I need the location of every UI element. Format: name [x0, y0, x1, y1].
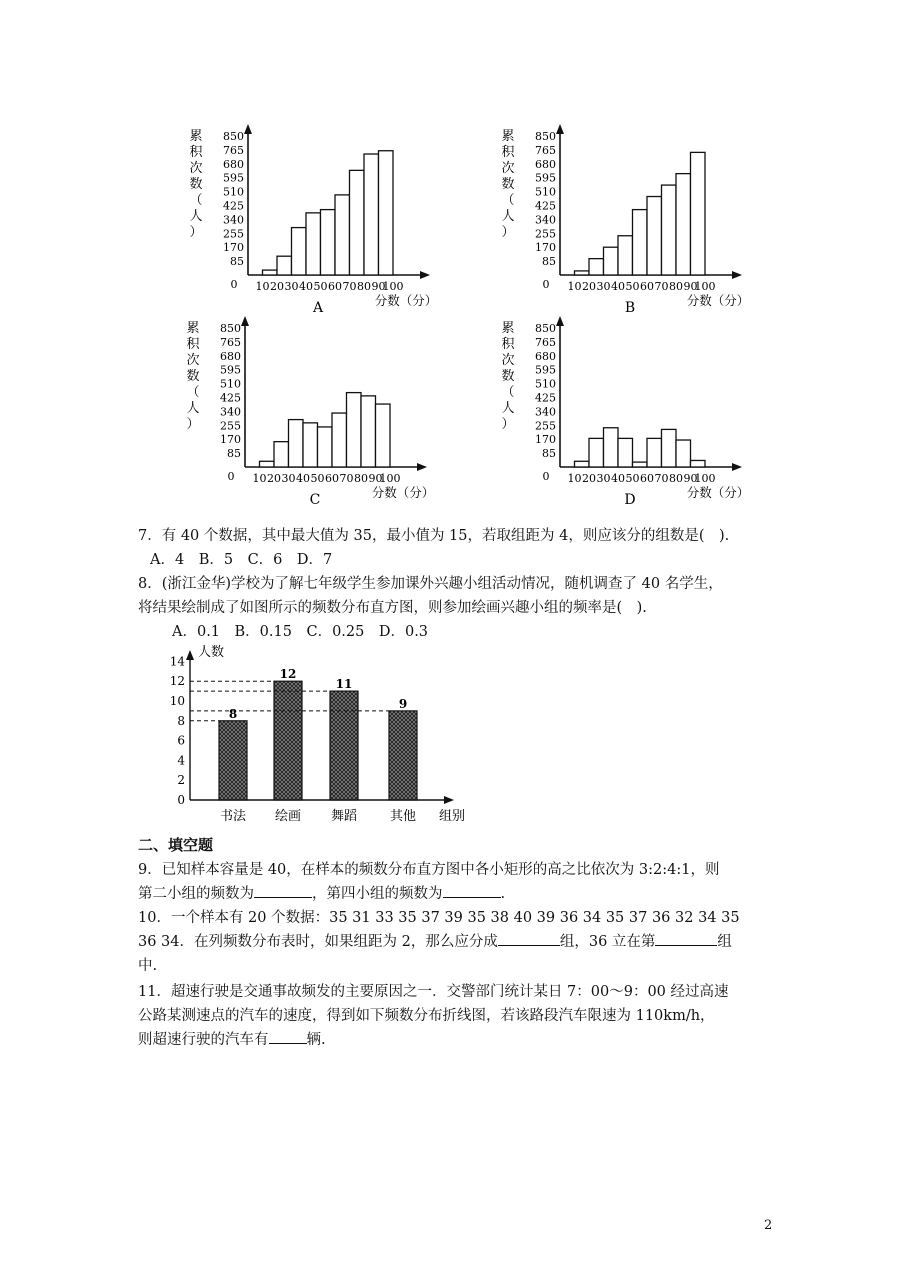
y-tick-label: 340: [535, 213, 556, 227]
x-tick-label: 90: [683, 280, 698, 293]
histogram-bar: [274, 442, 289, 467]
x-tick-label: 20: [270, 280, 284, 293]
bar: [330, 691, 358, 800]
y-tick-label: 425: [223, 199, 244, 213]
y-tick-label: 6: [177, 733, 185, 748]
y-axis-label-char: 数: [189, 177, 203, 192]
y-axis-label-char: （: [501, 385, 515, 400]
x-tick-label: 10: [567, 280, 582, 293]
y-tick-label: 170: [223, 241, 244, 255]
y-tick-label: 680: [223, 157, 244, 171]
q9-blank-2[interactable]: [443, 883, 501, 898]
y-tick-label: 850: [535, 130, 556, 144]
y-tick-label: 255: [223, 227, 244, 241]
histogram-bar: [691, 460, 706, 467]
x-tick-label: 50: [625, 472, 640, 485]
x-tick-label: 20: [267, 472, 281, 485]
histogram-bar: [364, 154, 379, 275]
y-tick-label: 595: [535, 171, 556, 185]
question-7: [138, 524, 778, 644]
histogram-bar: [647, 438, 662, 467]
y-axis-label-char: （: [189, 193, 203, 208]
q8-options: A．0.1 B．0.15 C．0.25 D．0.3: [172, 624, 429, 640]
y-tick-label: 425: [535, 391, 556, 405]
x-axis-arrow: [420, 271, 430, 279]
y-axis-label-char: （: [186, 385, 200, 400]
y-tick-label: 765: [220, 335, 241, 349]
x-axis-label: 分数（分）: [371, 485, 435, 500]
x-tick-label: 100: [379, 472, 401, 485]
y-axis-label-char: ）: [186, 417, 200, 432]
y-axis-label-char: 人: [186, 401, 200, 416]
y-tick-label: 680: [535, 157, 556, 171]
y-axis-label-char: 累: [189, 129, 203, 144]
chart-caption: A: [312, 300, 324, 316]
y-axis-label-char: 累: [501, 321, 515, 336]
q9-line1: 9．已知样本容量是 40，在样本的频数分布直方图中各小矩形的高之比依次为 3:2:4:1，则: [138, 862, 720, 878]
origin-label: 0: [542, 278, 550, 291]
cumulative-chart-c: [165, 310, 455, 510]
q10-blank-1[interactable]: [498, 931, 560, 946]
chart-caption: B: [624, 300, 636, 316]
y-axis-label-char: 次: [501, 353, 515, 368]
bar-value-label: 9: [398, 696, 408, 711]
y-tick-label: 2: [177, 773, 185, 788]
x-tick-label: 100: [694, 472, 716, 485]
histogram-bar: [633, 462, 648, 467]
y-axis-label-char: 积: [501, 145, 515, 160]
x-tick-label: 60: [640, 472, 654, 485]
x-axis-label: 组别: [438, 809, 466, 824]
y-axis-arrow: [556, 316, 564, 326]
x-tick-label: 60: [640, 280, 654, 293]
y-tick-label: 85: [542, 255, 556, 269]
y-axis-label-char: 次: [186, 353, 200, 368]
histogram-bar: [647, 197, 662, 275]
histogram-bar: [618, 438, 633, 467]
histogram-bar: [303, 423, 318, 467]
q11-text-a: 则超速行驶的汽车有: [138, 1032, 269, 1048]
origin-label: 0: [227, 470, 235, 483]
x-tick-label: 50: [313, 280, 328, 293]
x-tick-label: 70: [654, 280, 669, 293]
histogram-bar: [292, 228, 307, 275]
y-tick-label: 170: [535, 433, 556, 447]
y-axis-label-char: 积: [501, 337, 515, 352]
y-tick-label: 425: [535, 199, 556, 213]
y-tick-label: 765: [535, 335, 556, 349]
x-tick-label: 80: [357, 280, 371, 293]
y-tick-label: 10: [169, 694, 185, 708]
histogram-bar: [318, 427, 333, 467]
q10-text-a: 36 34．在列频数分布表时，如果组距为 2，那么应分成: [138, 934, 498, 950]
y-axis-label-char: ）: [501, 417, 515, 432]
x-tick-label: 80: [354, 472, 368, 485]
histogram-bar: [575, 461, 590, 467]
q11-line1: 11．超速行驶是交通事故频发的主要原因之一．交警部门统计某日 7：00～9：00 经过高速: [138, 984, 729, 1000]
bar-value-label: 12: [279, 667, 297, 682]
q8-stem-line2: 将结果绘制成了如图所示的频数分布直方图，则参加绘画兴趣小组的频率是( ).: [138, 600, 647, 616]
y-axis-label-char: 数: [186, 369, 200, 384]
x-tick-label: 90: [683, 472, 698, 485]
x-tick-label: 40: [296, 472, 310, 485]
origin-label: 0: [542, 470, 550, 483]
y-tick-label: 340: [223, 213, 244, 227]
y-tick-label: 85: [542, 447, 556, 461]
y-tick-label: 255: [220, 419, 241, 433]
question-10: [138, 906, 778, 978]
histogram-bar: [335, 195, 350, 275]
x-axis-label: 分数（分）: [686, 485, 750, 500]
y-axis-label-char: 积: [186, 337, 200, 352]
q11-text-b: 辆.: [306, 1032, 326, 1048]
x-tick-label: 100: [694, 280, 716, 293]
histogram-bar: [277, 256, 292, 275]
y-tick-label: 425: [220, 391, 241, 405]
x-tick-label: 40: [299, 280, 313, 293]
bar-value-label: 11: [335, 677, 353, 692]
q10-blank-2[interactable]: [655, 931, 717, 946]
y-axis-label-char: 次: [189, 161, 203, 176]
y-axis-arrow: [556, 124, 564, 134]
y-tick-label: 850: [223, 130, 244, 144]
x-tick-label: 100: [382, 280, 404, 293]
cumulative-chart-a: [168, 118, 458, 318]
category-label: 舞蹈: [330, 809, 358, 824]
x-axis-arrow: [417, 463, 427, 471]
bar: [219, 721, 247, 800]
question-9: [138, 858, 778, 906]
q11-blank[interactable]: [269, 1029, 307, 1044]
histogram-bar: [662, 185, 677, 275]
histogram-bar: [379, 151, 394, 275]
histogram-bar: [633, 210, 648, 275]
bar: [274, 681, 302, 800]
y-tick-label: 595: [535, 363, 556, 377]
q7-options: A．4 B．5 C．6 D．7: [150, 552, 333, 568]
histogram-bar: [321, 210, 336, 275]
y-tick-label: 765: [223, 143, 244, 157]
x-axis-arrow: [444, 796, 454, 804]
y-tick-label: 255: [535, 227, 556, 241]
x-tick-label: 20: [582, 280, 596, 293]
x-tick-label: 80: [669, 472, 683, 485]
q11-line2: 公路某测速点的汽车的速度，得到如下频数分布折线图，若该路段汽车限速为 110km/h，: [138, 1008, 715, 1024]
x-tick-label: 30: [284, 280, 299, 293]
y-tick-label: 340: [535, 405, 556, 419]
y-axis-label-char: 数: [501, 369, 515, 384]
histogram-bar: [618, 236, 633, 275]
y-axis-label-char: ）: [189, 225, 203, 240]
q9-text-c: .: [500, 886, 506, 902]
y-tick-label: 170: [535, 241, 556, 255]
q8-stem-line1: 8．(浙江金华)学校为了解七年级学生参加课外兴趣小组活动情况，随机调查了 40 名学生，: [138, 576, 723, 592]
q7-stem: 7．有 40 个数据，其中最大值为 35，最小值为 15，若取组距为 4，则应该分的组数是( ).: [138, 528, 730, 544]
histogram-bar: [676, 440, 691, 467]
q10-line1: 10．一个样本有 20 个数据：35 31 33 35 37 39 35 38 40 39 36 34 35 37 36 32 34 35: [138, 910, 740, 926]
x-axis-arrow: [732, 463, 742, 471]
histogram-bar: [260, 461, 275, 467]
x-tick-label: 10: [252, 472, 267, 485]
x-tick-label: 90: [368, 472, 383, 485]
q9-text-a: 第二小组的频数为: [138, 886, 254, 902]
x-tick-label: 60: [328, 280, 342, 293]
y-tick-label: 850: [220, 322, 241, 336]
y-axis-label: 人数: [198, 645, 225, 660]
y-tick-label: 765: [535, 143, 556, 157]
x-axis-label: 分数（分）: [686, 293, 750, 308]
y-axis-label-char: 累: [186, 321, 200, 336]
x-tick-label: 10: [255, 280, 270, 293]
histogram-bar: [589, 438, 604, 467]
section-title: 二、填空题: [138, 836, 214, 854]
page-number: 2: [764, 1218, 773, 1233]
y-axis-label-char: （: [501, 193, 515, 208]
y-axis-label: [189, 129, 203, 240]
y-axis-label-char: 人: [189, 209, 203, 224]
q10-text-b: 组，36 立在第: [559, 934, 656, 950]
histogram-bar: [263, 270, 278, 275]
category-label: 绘画: [274, 809, 302, 824]
y-tick-label: 170: [220, 433, 241, 447]
y-axis-arrow: [244, 124, 252, 134]
y-axis-label-char: 人: [501, 209, 515, 224]
x-tick-label: 40: [611, 280, 625, 293]
y-axis-label-char: 数: [501, 177, 515, 192]
origin-label: 0: [230, 278, 238, 291]
y-tick-label: 510: [223, 185, 244, 199]
x-tick-label: 50: [310, 472, 325, 485]
x-tick-label: 60: [325, 472, 339, 485]
histogram-bar: [604, 428, 619, 467]
histogram-bar: [604, 247, 619, 275]
y-axis-label: [186, 321, 200, 432]
y-axis-arrow: [241, 316, 249, 326]
q9-text-b: ，第四小组的频数为: [312, 886, 443, 902]
cumulative-chart-b: [480, 118, 770, 318]
y-tick-label: 340: [220, 405, 241, 419]
histogram-bar: [662, 429, 677, 467]
y-axis-label-char: 积: [189, 145, 203, 160]
y-axis-label-char: 人: [501, 401, 515, 416]
y-axis-arrow: [186, 650, 194, 660]
x-tick-label: 80: [669, 280, 683, 293]
y-tick-label: 680: [535, 349, 556, 363]
y-axis-label: [501, 321, 515, 432]
y-tick-label: 255: [535, 419, 556, 433]
histogram-bar: [306, 213, 321, 275]
y-tick-label: 0: [177, 793, 185, 807]
x-axis-label: 分数（分）: [374, 293, 438, 308]
bar: [389, 711, 417, 800]
histogram-bar: [376, 404, 391, 467]
histogram-bar: [332, 413, 347, 467]
histogram-bar: [575, 271, 590, 275]
histogram-bar: [589, 259, 604, 275]
x-axis-arrow: [732, 271, 742, 279]
q10-line3: 中.: [138, 958, 158, 974]
chart-caption: C: [309, 492, 321, 508]
y-tick-label: 14: [169, 654, 185, 669]
y-tick-label: 510: [220, 377, 241, 391]
y-tick-label: 8: [177, 713, 185, 728]
x-tick-label: 30: [281, 472, 296, 485]
histogram-bar: [691, 152, 706, 275]
x-tick-label: 10: [567, 472, 582, 485]
x-tick-label: 70: [654, 472, 669, 485]
y-axis-label-char: 累: [501, 129, 515, 144]
histogram-bar: [676, 174, 691, 275]
bar-value-label: 8: [228, 706, 238, 721]
x-tick-label: 20: [582, 472, 596, 485]
y-axis-label-char: 次: [501, 161, 515, 176]
y-tick-label: 680: [220, 349, 241, 363]
x-tick-label: 90: [371, 280, 386, 293]
y-tick-label: 510: [535, 377, 556, 391]
x-tick-label: 30: [596, 280, 611, 293]
category-label: 书法: [219, 809, 247, 824]
y-tick-label: 595: [220, 363, 241, 377]
y-tick-label: 510: [535, 185, 556, 199]
y-axis-label: [501, 129, 515, 240]
x-tick-label: 40: [611, 472, 625, 485]
chart-caption: D: [624, 492, 636, 508]
y-tick-label: 85: [230, 255, 244, 269]
question-11: [138, 980, 778, 1052]
category-label: 其他: [389, 809, 417, 824]
interest-group-bar-chart: [150, 640, 490, 830]
y-tick-label: 850: [535, 322, 556, 336]
x-tick-label: 30: [596, 472, 611, 485]
x-tick-label: 70: [339, 472, 354, 485]
y-tick-label: 4: [177, 753, 185, 768]
x-tick-label: 70: [342, 280, 357, 293]
cumulative-chart-d: [480, 310, 770, 510]
histogram-bar: [350, 170, 365, 275]
x-tick-label: 50: [625, 280, 640, 293]
histogram-bar: [347, 393, 362, 467]
y-tick-label: 595: [223, 171, 244, 185]
histogram-bar: [289, 420, 304, 467]
q10-text-c: 组: [717, 934, 732, 950]
y-tick-label: 12: [169, 674, 185, 689]
y-tick-label: 85: [227, 447, 241, 461]
histogram-bar: [361, 396, 376, 467]
q9-blank-1[interactable]: [254, 883, 312, 898]
y-axis-label-char: ）: [501, 225, 515, 240]
